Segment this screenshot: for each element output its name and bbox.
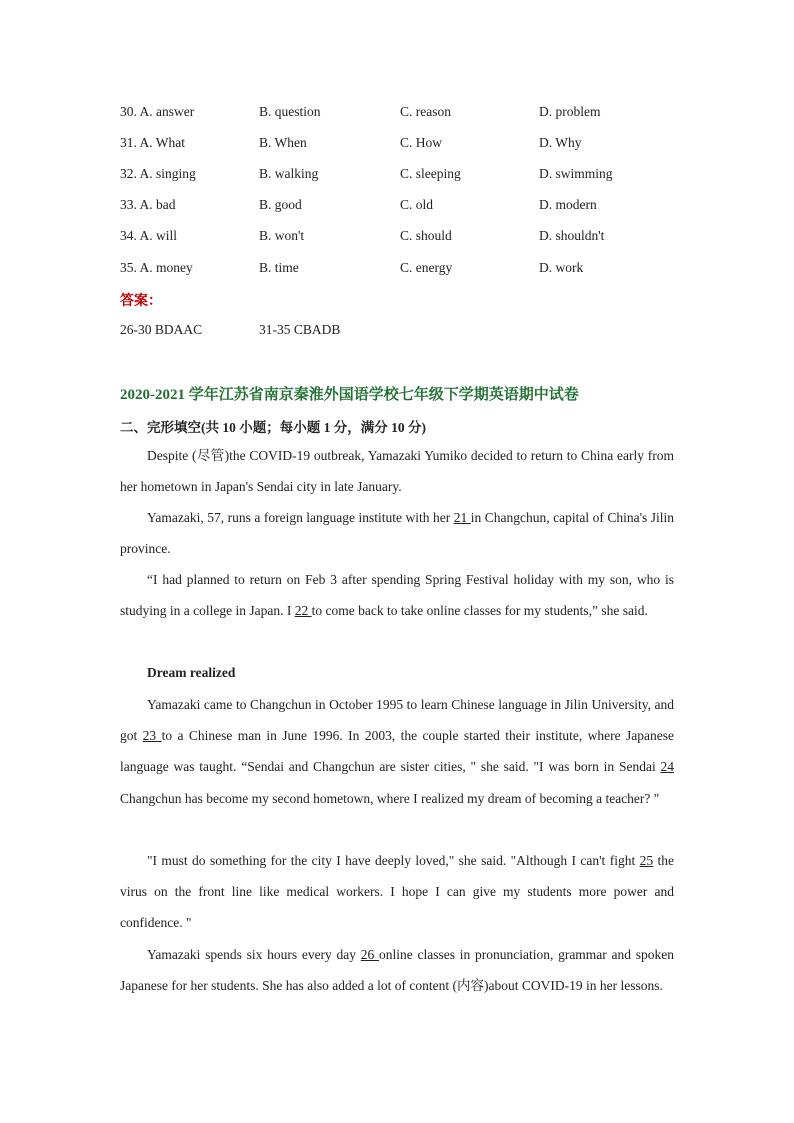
option-row-32 [120, 166, 680, 186]
blank-23: 23 [142, 728, 162, 744]
blank-21: 21 [453, 510, 471, 525]
paragraph-6: Yamazaki spends six hours every day 26 online classes in pronunciation, grammar and spoken Japanese for her students. She has also added a lot of content (内容)about COVID-19 in her lessons. [120, 947, 675, 994]
paragraph-3: “I had planned to return on Feb 3 after spending Spring Festival holiday with my son, who is studying in a college in Japan. I 22 to come back to take online classes for my students,” she said. [120, 572, 674, 619]
option-b: B. good [259, 197, 302, 212]
section-title: 2020-2021 学年江苏省南京秦淮外国语学校七年级下学期英语期中试卷 [120, 387, 579, 403]
option-d: D. modern [539, 197, 597, 212]
option-c: C. reason [400, 104, 451, 119]
answer-26-30: 26-30 BDAAC [120, 322, 203, 337]
subheading: Dream realized [147, 665, 236, 680]
option-row-33 [120, 197, 680, 217]
paragraph-1: Despite (尽管)the COVID-19 outbreak, Yamazaki Yumiko decided to return to China early from her hometown in Japan's Sendai city in late January. [120, 448, 674, 495]
option-b: B. question [259, 104, 321, 119]
option-b: B. time [259, 260, 299, 275]
option-c: C. How [400, 135, 443, 150]
answer-31-35: 31-35 CBADB [259, 322, 341, 337]
blank-25: 25 [639, 853, 654, 868]
option-b: B. When [259, 135, 307, 150]
paragraph-2: Yamazaki, 57, runs a foreign language institute with her 21 in Changchun, capital of China's Jilin province. [120, 510, 675, 557]
option-d: D. problem [539, 104, 601, 119]
answer-label: 答案： [120, 294, 162, 309]
option-a: 32. A. singing [120, 166, 196, 181]
option-b: B. walking [259, 166, 319, 181]
option-row-30 [120, 104, 680, 124]
option-a: 31. A. What [120, 135, 185, 150]
option-d: D. Why [539, 135, 582, 150]
blank-24: 24 [660, 759, 674, 775]
option-a: 34. A. will [120, 228, 178, 243]
option-d: D. work [539, 260, 584, 275]
option-row-34 [120, 228, 680, 248]
option-row-31 [120, 135, 680, 155]
option-a: 35. A. money [120, 260, 193, 275]
option-c: C. energy [400, 260, 453, 275]
blank-22: 22 [294, 603, 312, 619]
option-d: D. shouldn't [539, 228, 605, 243]
option-d: D. swimming [539, 166, 613, 181]
blank-26: 26 [360, 947, 380, 962]
option-c: C. sleeping [400, 166, 461, 181]
paragraph-4: Yamazaki came to Changchun in October 1995 to learn Chinese language in Jilin University, and got 23 to a Chinese man in June 1996. In 2003, the couple started their institute, where Japanese language was taught. “Sendai and Changchun are sister cities, " she said. "I was born in Sendai 24 Changchun has become my second hometown, where I realized my dream of becoming a teacher? " [120, 697, 675, 806]
option-c: C. should [400, 228, 452, 243]
option-b: B. won't [259, 228, 305, 243]
section-subtitle: 二、完形填空(共 10 小题；每小题 1 分，满分 10 分) [120, 420, 426, 435]
paragraph-5: "I must do something for the city I have deeply loved," she said. "Although I can't fight 25 the virus on the front line like medical workers. I hope I can give my students more power and confidence. " [120, 853, 674, 931]
option-row-35 [120, 260, 680, 280]
option-a: 30. A. answer [120, 104, 195, 119]
option-a: 33. A. bad [120, 197, 176, 212]
option-c: C. old [400, 197, 434, 212]
